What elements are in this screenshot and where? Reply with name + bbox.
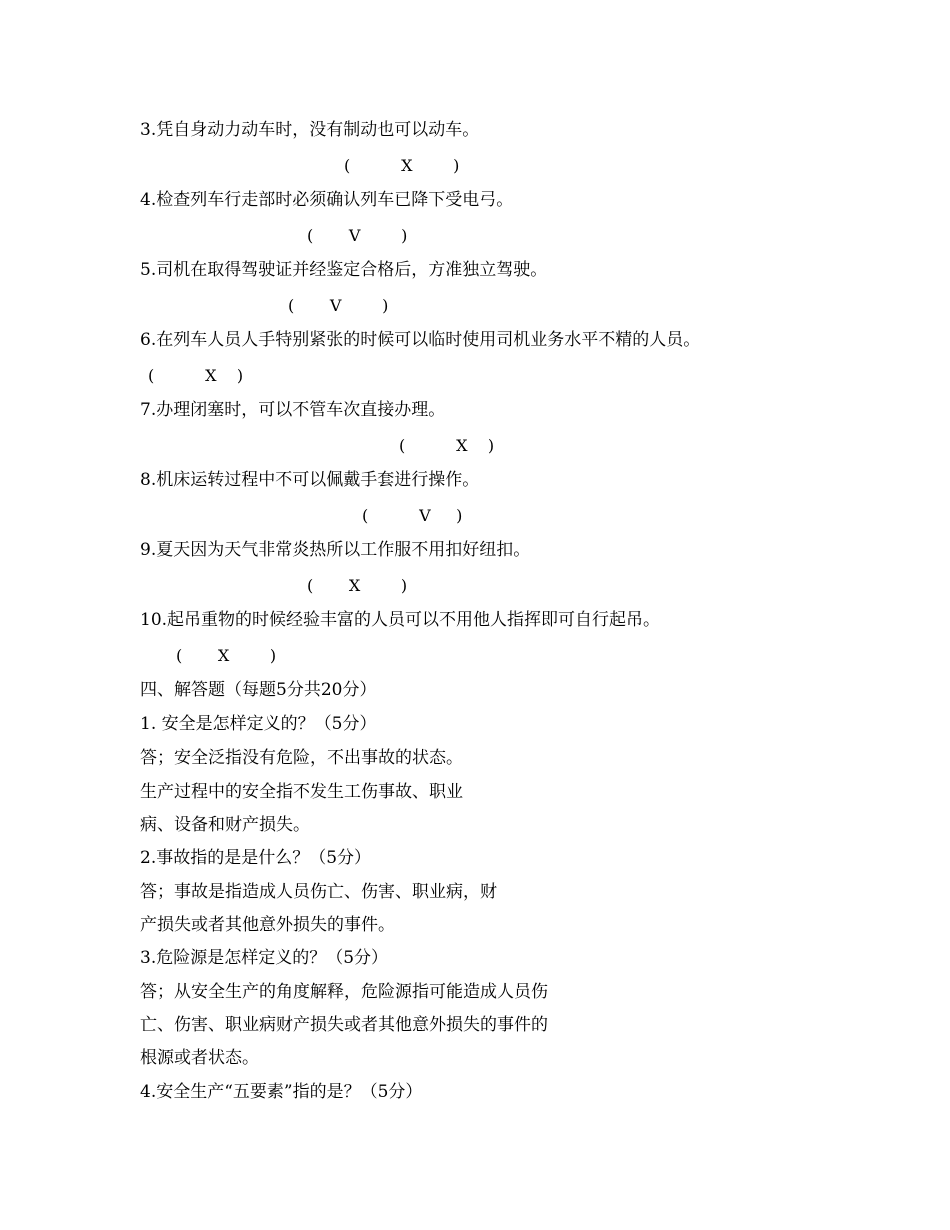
q3-answer-line-2: 亡、伤害、职业病财产损失或者其他意外损失的事件的 (140, 1015, 548, 1035)
answer-8: ( V ) (362, 506, 463, 525)
question-4: 4.检查列车行走部时必须确认列车已降下受电弓。 (140, 190, 514, 210)
answer-5: ( V ) (288, 296, 389, 315)
q2-answer-line-1: 答；事故是指造成人员伤亡、伤害、职业病，财 (140, 882, 497, 902)
q4-title: 4.安全生产“五要素”指的是？（5分） (140, 1082, 423, 1102)
answer-4: ( V ) (307, 226, 408, 245)
q3-answer-line-1: 答；从安全生产的角度解释，危险源指可能造成人员伤 (140, 982, 548, 1002)
q1-answer-line-2: 生产过程中的安全指不发生工伤事故、职业 (140, 782, 463, 802)
q2-title: 2.事故指的是是什么？（5分） (140, 848, 372, 868)
q3-title: 3.危险源是怎样定义的？（5分） (140, 948, 389, 968)
answer-10: ( X ) (176, 646, 277, 665)
answer-7: ( X ) (399, 436, 495, 455)
section-heading: 四、解答题（每题5分共20分） (140, 680, 377, 700)
question-6: 6.在列车人员人手特别紧张的时候可以临时使用司机业务水平不精的人员。 (140, 330, 701, 350)
answer-6: ( X ) (148, 366, 244, 385)
answer-3: ( X ) (344, 156, 460, 175)
question-9: 9.夏天因为天气非常炎热所以工作服不用扣好纽扣。 (140, 540, 531, 560)
answer-9: ( X ) (307, 576, 408, 595)
question-3: 3.凭自身动力动车时，没有制动也可以动车。 (140, 120, 480, 140)
question-8: 8.机床运转过程中不可以佩戴手套进行操作。 (140, 470, 480, 490)
q3-answer-line-3: 根源或者状态。 (140, 1048, 259, 1068)
question-10: 10.起吊重物的时候经验丰富的人员可以不用他人指挥即可自行起吊。 (140, 610, 661, 630)
question-5: 5.司机在取得驾驶证并经鉴定合格后，方准独立驾驶。 (140, 260, 548, 280)
q2-answer-line-2: 产损失或者其他意外损失的事件。 (140, 915, 395, 935)
q1-title: 1. 安全是怎样定义的？（5分） (140, 714, 377, 734)
question-7: 7.办理闭塞时，可以不管车次直接办理。 (140, 400, 446, 420)
q1-answer-line-1: 答；安全泛指没有危险，不出事故的状态。 (140, 748, 463, 768)
q1-answer-line-3: 病、设备和财产损失。 (140, 815, 310, 835)
